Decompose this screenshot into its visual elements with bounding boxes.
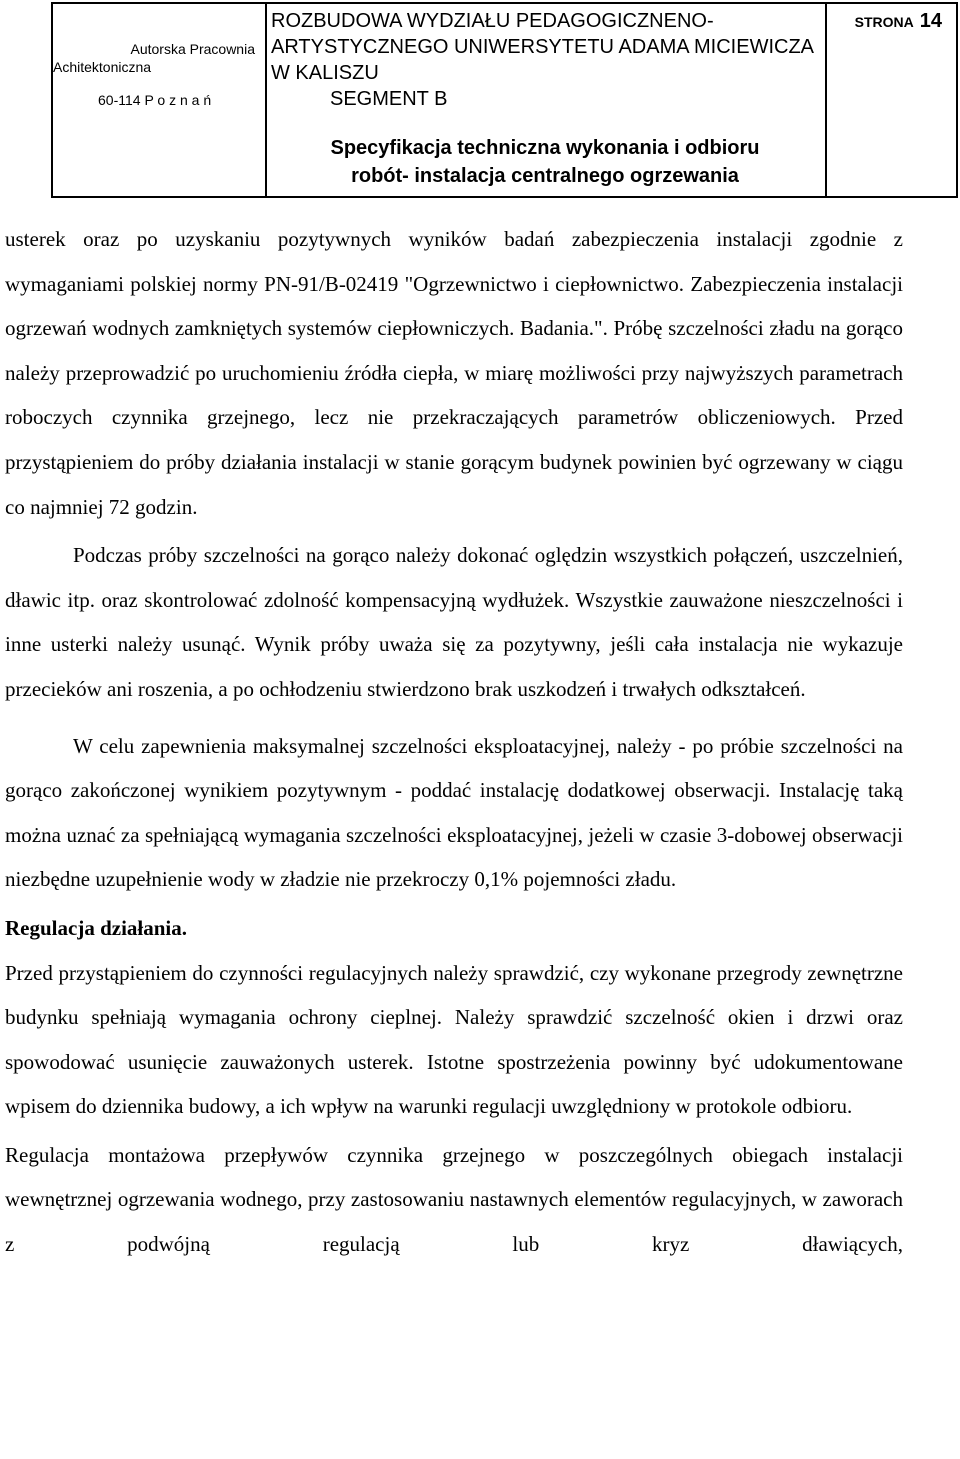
project-cell	[267, 4, 827, 196]
project-title-line2: ARTYSTYCZNEGO UNIWERSYTETU ADAMA MICIEWICZA	[271, 36, 815, 58]
company-cell	[53, 4, 267, 196]
project-segment: SEGMENT B	[330, 88, 448, 110]
project-title-line1: ROZBUDOWA WYDZIAŁU PEDAGOGICZNENO-	[271, 10, 714, 32]
document-body	[5, 217, 903, 1267]
project-title-line3: W KALISZU	[271, 62, 379, 84]
company-name-line2: Achitektoniczna	[53, 59, 152, 75]
specification-title	[267, 134, 823, 190]
section-heading-regulation: Regulacja działania.	[5, 915, 187, 940]
paragraph-test-results: usterek oraz po uzyskaniu pozytywnych wyników badań zabezpieczenia instalacji zgodnie z wymaganiami polskiej normy PN-91/B-02419 "Ogrzewnictwo i ciepłownictwo. Zabezpieczenia instalacji ogrzewań wodnych zamkniętych systemów ciepłowniczych. Badania.". Próbę szczelności zładu na gorąco należy przeprowadzić po uruchomieniu źródła ciepła, w miarę możliwości przy najwyższych parametrach roboczych czynnika grzejnego, lecz nie przekraczających parametrów obliczeniowych. Przed przystąpieniem do próby działania instalacji w stanie gorącym budynek powinien być ogrzewany w ciągu co najmniej 72 godzin.	[5, 227, 903, 519]
specification-title-line1: Specyfikacja techniczna wykonania i odbioru	[330, 137, 760, 159]
paragraph-flow-regulation: Regulacja montażowa przepływów czynnika grzejnego w poszczególnych obiegach instalacji wewnętrznej ogrzewania wodnego, przy zastosowaniu nastawnych elementów regulacyjnych, w zaworach z podwójną regulacją lub kryz dławiących,	[5, 1142, 903, 1257]
project-title	[271, 8, 823, 112]
page-number	[855, 10, 942, 33]
specification-title-line2: robót- instalacja centralnego ogrzewania	[351, 165, 739, 187]
company-name-line1: Autorska Pracownia	[130, 41, 255, 57]
page-value: 14	[919, 10, 942, 32]
paragraph-operational-tightness: W celu zapewnienia maksymalnej szczelności eksploatacyjnej, należy - po próbie szczelności na gorąco zakończonej wynikiem pozytywnym - poddać instalację dodatkowej obserwacji. Instalację taką można uznać za spełniającą wymagania szczelności eksploatacyjnej, jeżeli w czasie 3-dobowej obserwacji niezbędne uzupełnienie wody w zładzie nie przekroczy 0,1% pojemności zładu.	[5, 733, 903, 892]
page-label: STRONA	[854, 14, 914, 30]
page-header	[51, 2, 958, 198]
paragraph-regulation-prep: Przed przystąpieniem do czynności regulacyjnych należy sprawdzić, czy wykonane przegrody zewnętrzne budynku spełniają wymagania ochrony cieplnej. Należy sprawdzić szczelność okien i drzwi oraz spowodować usunięcie zauważonych usterek. Istotne spostrzeżenia powinny być udokumentowane wpisem do dziennika budowy, a ich wpływ na warunki regulacji uwzględniony w protokole odbioru.	[5, 960, 903, 1119]
paragraph-hot-test-inspection: Podczas próby szczelności na gorąco należy dokonać oględzin wszystkich połączeń, uszczelnień, dławic itp. oraz skontrolować zdolność kompensacyjną wydłużek. Wszystkie zauważone nieszczelności i inne usterki należy usunąć. Wynik próby uważa się za pozytywny, jeśli cała instalacja nie wykazuje przecieków ani roszenia, a po ochłodzeniu stwierdzono brak uszkodzeń i trwałych odkształceń.	[5, 543, 903, 701]
page-number-cell	[827, 4, 956, 196]
company-address: 60-114 P o z n a ń	[98, 92, 212, 108]
